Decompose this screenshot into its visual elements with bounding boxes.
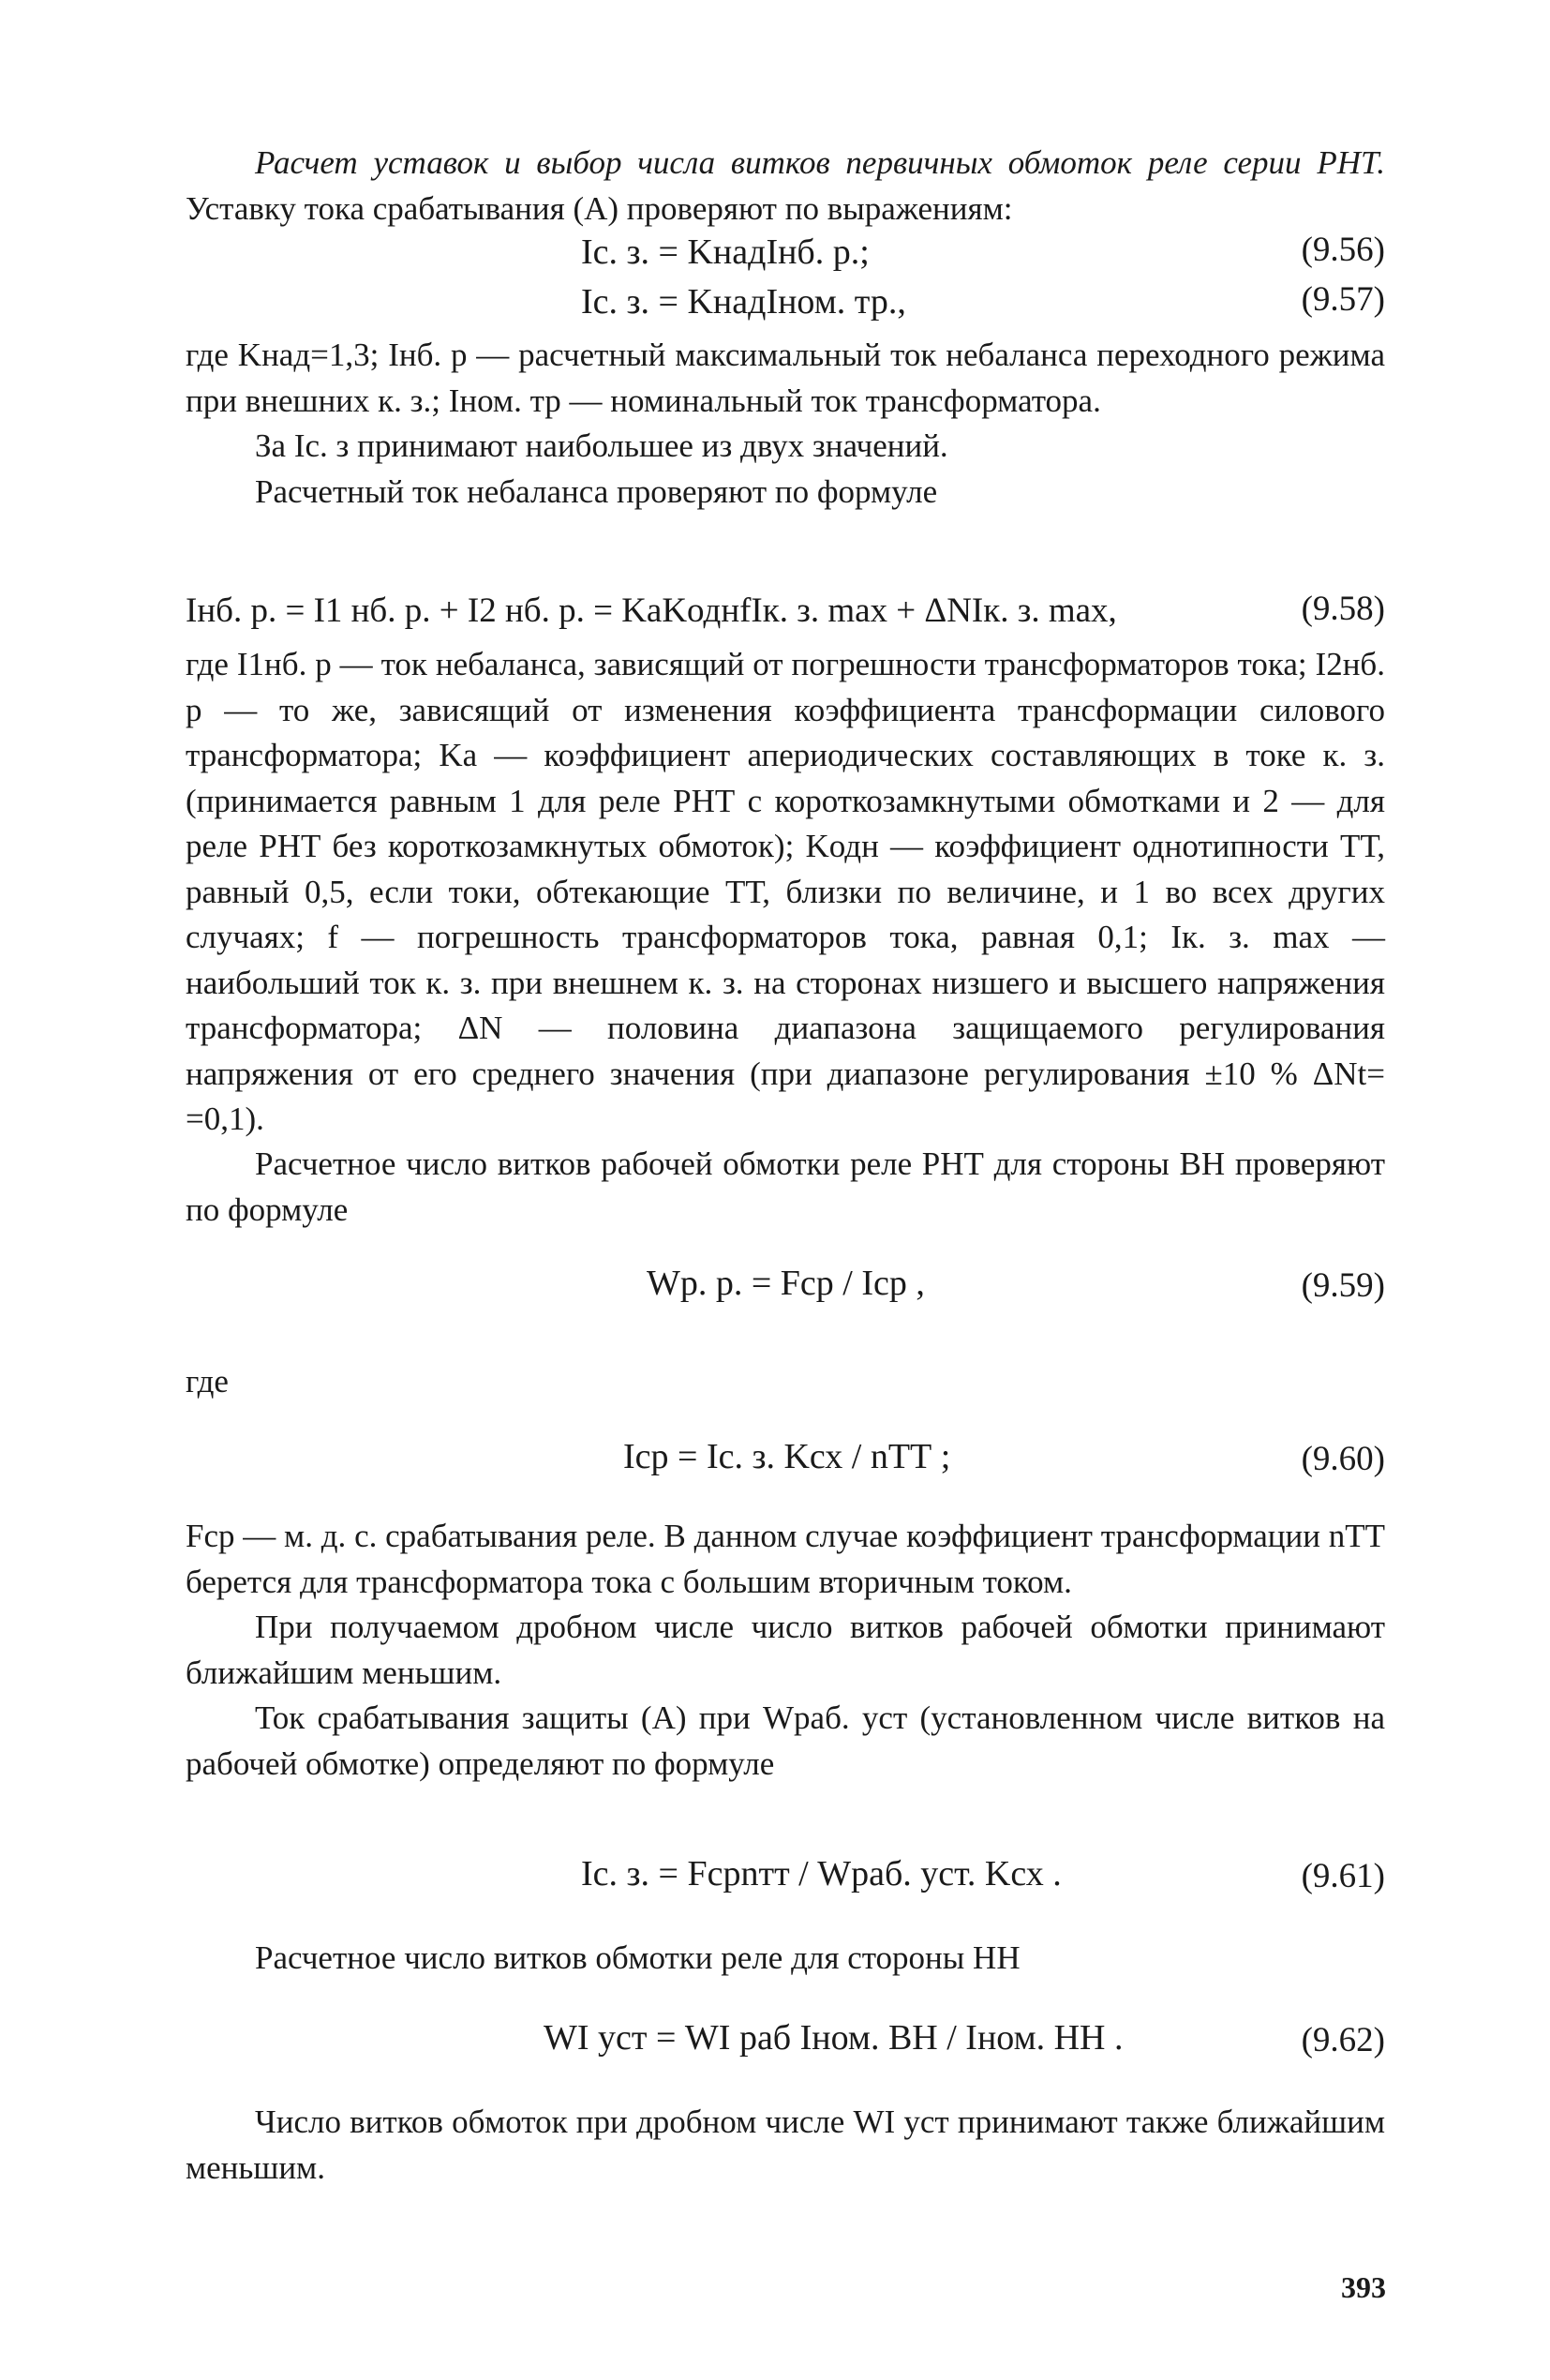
equation-9-62: WI уст = WI раб Iном. ВН / Iном. НН . bbox=[544, 2018, 1124, 2058]
intro-text: Уставку тока срабатывания (А) проверяют по выражениям: bbox=[186, 189, 1013, 227]
paragraph-block-3 bbox=[186, 1142, 1385, 1233]
equation-9-56: Iс. з. = KнадIнб. р.; bbox=[581, 232, 870, 272]
paragraph-trip-current-intro: Ток срабатывания защиты (А) при Wраб. уст (установленном числе витков на рабочей обмотке) определяют по формуле bbox=[186, 1699, 1385, 1782]
paragraph-unbalance-intro: Расчетный ток небаланса проверяют по формуле bbox=[255, 472, 938, 510]
equation-number-9-59: (9.59) bbox=[1301, 1266, 1385, 1305]
paragraph-round-down: При получаемом дробном числе число витков рабочей обмотки принимают ближайшим меньшим. bbox=[186, 1609, 1385, 1691]
equation-9-57: Iс. з. = KнадIном. тр., bbox=[581, 282, 906, 322]
equation-9-59: Wр. р. = Fср / Iср , bbox=[647, 1264, 925, 1303]
paragraph-definitions-1: где Kнад=1,3; Iнб. р — расчетный максимальный ток небаланса переходного режима при внешних к. з.; Iном. тр — номинальный ток трансформатора. bbox=[186, 337, 1385, 419]
equation-number-9-61: (9.61) bbox=[1301, 1857, 1385, 1895]
paragraph-block-6 bbox=[186, 1936, 1385, 1982]
equation-number-9-56: (9.56) bbox=[1301, 231, 1385, 269]
paragraph-final-note: Число витков обмоток при дробном числе WI уст принимают также ближайшим меньшим. bbox=[186, 2103, 1385, 2186]
paragraph-mmf-definition: Fср — м. д. с. срабатывания реле. В данном случае коэффициент трансформации nТТ берется для трансформатора тока с большим вторичным током. bbox=[186, 1518, 1385, 1600]
paragraph-block-7 bbox=[186, 2100, 1385, 2191]
equation-number-9-58: (9.58) bbox=[1301, 590, 1385, 628]
paragraph-turns-hv: Расчетное число витков рабочей обмотки реле РНТ для стороны ВН проверяют по формуле bbox=[186, 1145, 1385, 1228]
paragraph-where: где bbox=[186, 1363, 229, 1400]
section-title: Расчет уставок и выбор числа витков первичных обмоток реле серии РНТ. bbox=[255, 144, 1385, 181]
paragraph-block-1 bbox=[186, 333, 1385, 515]
paragraph-choose-max: За Iс. з принимают наибольшее из двух значений. bbox=[255, 427, 948, 464]
paragraph-turns-lv: Расчетное число витков обмотки реле для стороны НН bbox=[255, 1939, 1021, 1976]
intro-paragraph bbox=[186, 141, 1385, 232]
page-number: 393 bbox=[1341, 2270, 1386, 2304]
paragraph-block-5 bbox=[186, 1514, 1385, 1787]
equation-number-9-60: (9.60) bbox=[1301, 1440, 1385, 1478]
equation-9-61: Iс. з. = Fсрnтт / Wраб. уст. Kсх . bbox=[581, 1854, 1062, 1894]
paragraph-block-2 bbox=[186, 642, 1385, 1143]
equation-9-60: Iср = Iс. з. Kсх / nТТ ; bbox=[623, 1437, 951, 1476]
equation-number-9-62: (9.62) bbox=[1301, 2021, 1385, 2059]
equation-number-9-57: (9.57) bbox=[1301, 280, 1385, 319]
equation-9-58: Iнб. р. = I1 нб. р. + I2 нб. р. = KаKоднfIк. з. max + ΔNIк. з. max, bbox=[186, 591, 1117, 630]
paragraph-block-4 bbox=[186, 1359, 1385, 1405]
paragraph-definitions-2: где I1нб. р — ток небаланса, зависящий от погрешности трансформаторов тока; I2нб. р — то же, зависящий от изменения коэффициента трансформации силового трансформатора; Kа — коэффициент апериодических составляющих в токе к. з. (принимается равным 1 для реле РНТ с короткозамкнутыми обмотками и 2 — для реле РНТ без короткозамкнутых обмоток); Kодн — коэффициент однотипности ТТ, равный 0,5, если токи, обтекающие ТТ, близки по величине, и 1 во всех других случаях; f — погрешность трансформаторов тока, равная 0,1; Iк. з. max — наибольший ток к. з. при внешнем к. з. на сторонах низшего и высшего напряжения трансформатора; ΔN — половина диапазона защищаемого регулирования напряжения от его среднего значения (при диапазоне регулирования ±10 % ΔNt= =0,1). bbox=[186, 646, 1385, 1137]
